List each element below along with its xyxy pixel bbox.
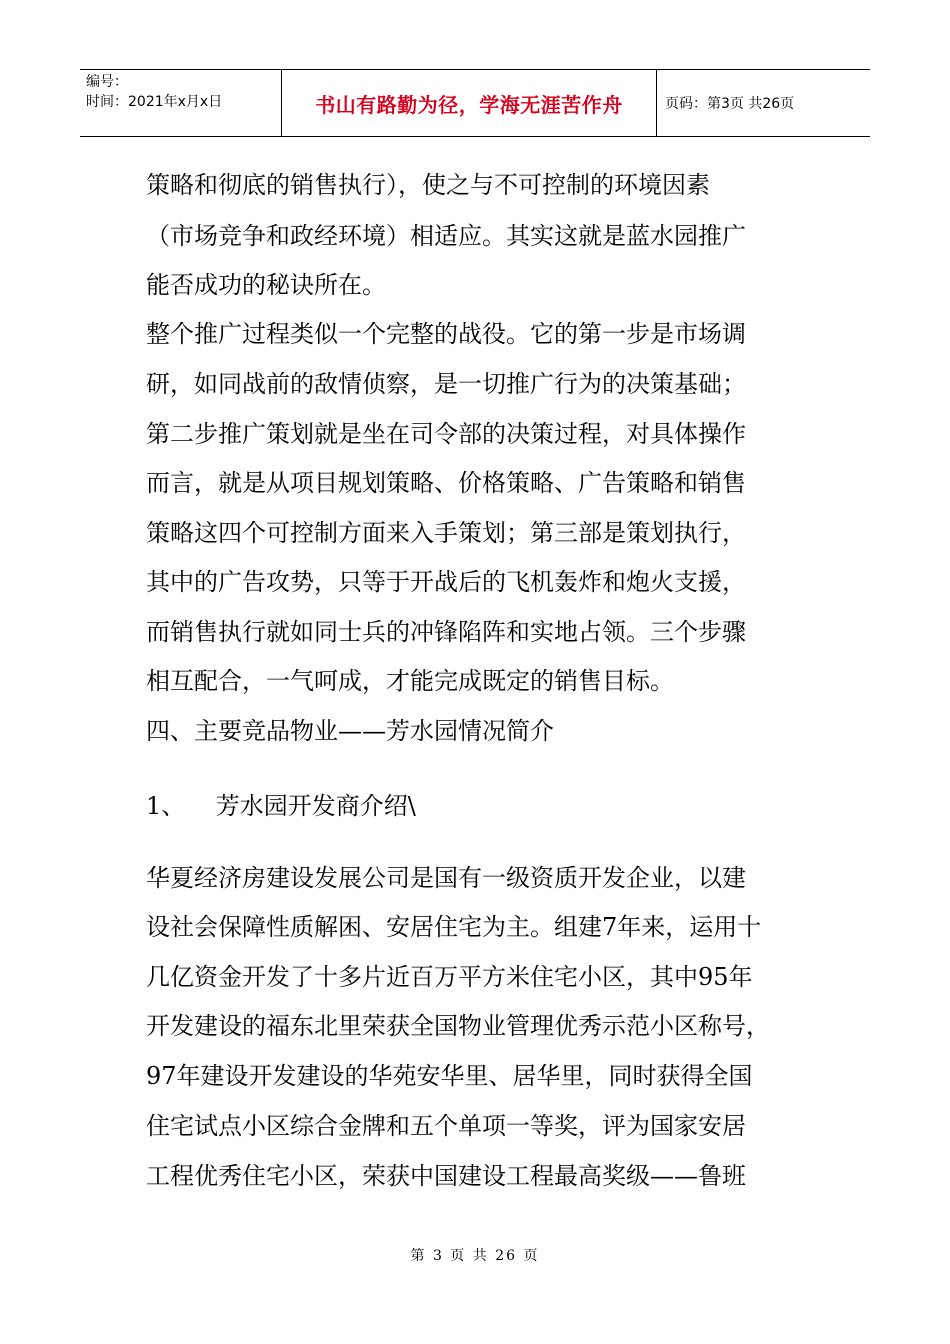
body-line: 开发建设的福东北里荣获全国物业管理优秀示范小区称号， bbox=[146, 1012, 770, 1040]
document-header bbox=[80, 69, 870, 137]
body-line: 第二步推广策划就是坐在司令部的决策过程，对具体操作 bbox=[146, 420, 746, 448]
body-line: 华夏经济房建设发展公司是国有一级资质开发企业，以建 bbox=[146, 864, 746, 892]
body-line: 而销售执行就如同士兵的冲锋陷阵和实地占领。三个步骤 bbox=[146, 618, 746, 646]
header-motto: 书山有路勤为径，学海无涯苦作舟 bbox=[282, 70, 657, 136]
body-line: 工程优秀住宅小区，荣获中国建设工程最高奖级——鲁班 bbox=[146, 1162, 746, 1190]
body-line: 97年建设开发建设的华苑安华里、居华里，同时获得全国 bbox=[146, 1062, 753, 1090]
body-line: 设社会保障性质解困、安居住宅为主。组建7年来，运用十 bbox=[146, 913, 762, 941]
body-line: 策略这四个可控制方面来入手策划；第三部是策划执行， bbox=[146, 519, 746, 547]
body-line: 能否成功的秘诀所在。 bbox=[146, 271, 386, 299]
body-line: 整个推广过程类似一个完整的战役。它的第一步是市场调 bbox=[146, 320, 746, 348]
body-line: 住宅试点小区综合金牌和五个单项一等奖，评为国家安居 bbox=[146, 1112, 746, 1140]
header-page-info: 页码：第3页 共26页 bbox=[665, 96, 795, 112]
body-line: 研，如同战前的敌情侦察，是一切推广行为的决策基础； bbox=[146, 370, 746, 398]
body-line: 相互配合，一气呵成，才能完成既定的销售目标。 bbox=[146, 667, 674, 695]
body-line: 其中的广告攻势，只等于开战后的飞机轰炸和炮火支援， bbox=[146, 568, 746, 596]
header-meta bbox=[80, 70, 282, 136]
body-line: （市场竞争和政经环境）相适应。其实这就是蓝水园推广 bbox=[146, 222, 746, 250]
header-date: 时间：2021年x月x日 bbox=[86, 94, 223, 110]
body-line: 而言，就是从项目规划策略、价格策略、广告策略和销售 bbox=[146, 469, 746, 497]
page-footer: 第 3 页 共 26 页 bbox=[410, 1248, 540, 1264]
header-number: 编号： bbox=[86, 74, 128, 90]
section-heading: 四、主要竞品物业——芳水园情况简介 bbox=[146, 717, 554, 745]
body-line: 策略和彻底的销售执行），使之与不可控制的环境因素 bbox=[146, 171, 710, 199]
subsection-heading: 1、 芳水园开发商介绍\ bbox=[146, 792, 416, 820]
body-line: 几亿资金开发了十多片近百万平方米住宅小区，其中95年 bbox=[146, 963, 753, 991]
